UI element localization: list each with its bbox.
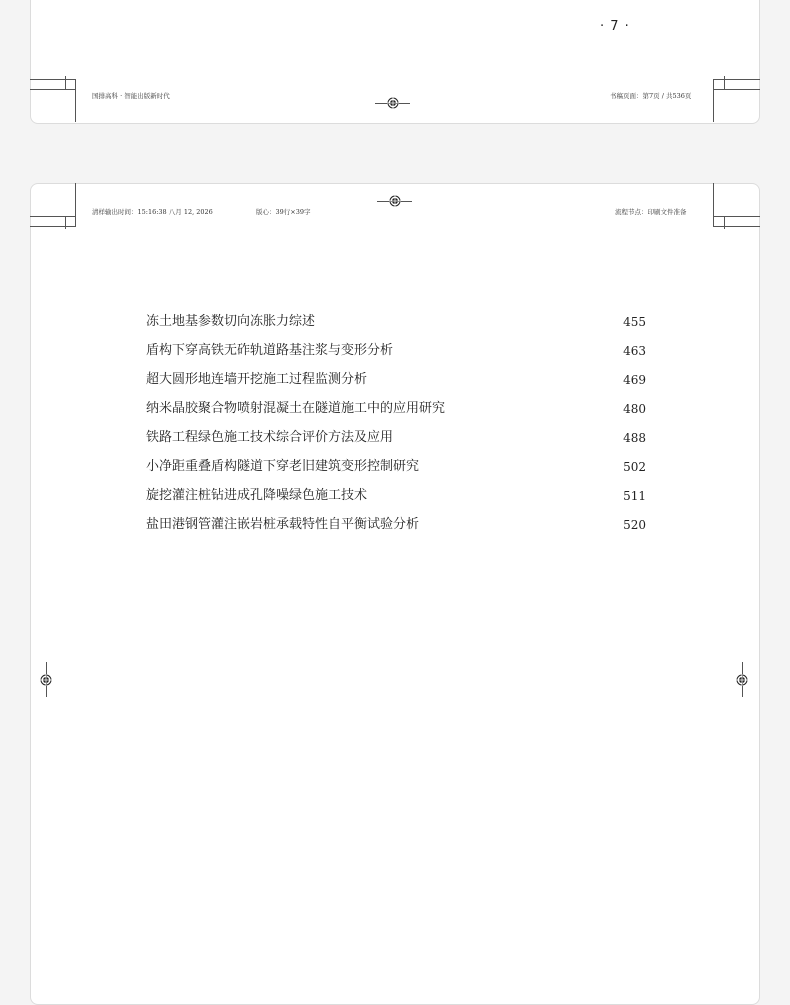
crop-mark bbox=[65, 216, 66, 229]
crop-mark bbox=[65, 76, 66, 89]
bottom-page-sheet bbox=[30, 183, 760, 1005]
toc-entry[interactable] bbox=[146, 515, 646, 544]
toc-entry-page: 463 bbox=[623, 344, 646, 358]
crop-mark bbox=[713, 216, 760, 217]
crop-mark bbox=[713, 79, 760, 80]
toc-entry-title: 铁路工程绿色施工技术综合评价方法及应用 bbox=[146, 430, 394, 445]
toc-entry-page: 480 bbox=[623, 402, 646, 416]
crop-mark bbox=[75, 183, 76, 227]
toc-entry[interactable] bbox=[146, 457, 646, 486]
crop-mark bbox=[713, 79, 714, 122]
toc-entry-title: 纳米晶胶聚合物喷射混凝土在隧道施工中的应用研究 bbox=[146, 401, 446, 416]
crop-mark bbox=[713, 183, 714, 227]
crop-mark bbox=[75, 79, 76, 122]
toc-entry[interactable] bbox=[146, 341, 646, 370]
toc-entry-title: 小净距重叠盾构隧道下穿老旧建筑变形控制研究 bbox=[146, 459, 420, 474]
print-time: 清样输出时间：15:16:38 八月 12, 2026 bbox=[92, 208, 213, 216]
toc-entry-title: 超大圆形地连墙开挖施工过程监测分析 bbox=[146, 372, 368, 387]
toc-entry-title: 旋挖灌注桩钻进成孔降噪绿色施工技术 bbox=[146, 488, 368, 503]
layout-spec: 版心：39行×39字 bbox=[256, 208, 311, 216]
workflow-node: 流程节点：印刷文件准备 bbox=[615, 208, 687, 216]
toc-entry-page: 511 bbox=[623, 489, 646, 503]
toc-entry-page: 488 bbox=[623, 431, 646, 445]
toc-entry-title: 盐田港钢管灌注嵌岩桩承载特性自平衡试验分析 bbox=[146, 517, 420, 532]
toc-entry[interactable] bbox=[146, 312, 646, 341]
page-folio: · 7 · bbox=[600, 19, 630, 34]
crop-mark bbox=[713, 89, 760, 90]
registration-mark-icon bbox=[389, 195, 401, 207]
header-left: 国排高科 · 智能出版新时代 bbox=[92, 92, 170, 100]
toc-entry-title: 盾构下穿高铁无砟轨道路基注浆与变形分析 bbox=[146, 343, 394, 358]
crop-mark bbox=[30, 89, 76, 90]
toc-entry[interactable] bbox=[146, 486, 646, 515]
toc-entry[interactable] bbox=[146, 399, 646, 428]
crop-mark bbox=[724, 216, 725, 229]
toc-entry-page: 520 bbox=[623, 518, 646, 532]
header-right: 书稿页面：第7页 / 共536页 bbox=[610, 92, 692, 100]
toc-entry-page: 502 bbox=[623, 460, 646, 474]
registration-mark-icon bbox=[387, 97, 399, 109]
crop-mark bbox=[30, 226, 76, 227]
crop-mark bbox=[30, 216, 76, 217]
registration-mark-icon bbox=[736, 674, 748, 686]
toc-entry[interactable] bbox=[146, 370, 646, 399]
crop-mark bbox=[30, 79, 76, 80]
crop-mark bbox=[713, 226, 760, 227]
crop-mark bbox=[724, 76, 725, 89]
toc-entry-page: 455 bbox=[623, 315, 646, 329]
table-of-contents bbox=[146, 312, 646, 544]
registration-mark-icon bbox=[40, 674, 52, 686]
toc-entry-title: 冻土地基参数切向冻胀力综述 bbox=[146, 314, 316, 329]
toc-entry[interactable] bbox=[146, 428, 646, 457]
toc-entry-page: 469 bbox=[623, 373, 646, 387]
